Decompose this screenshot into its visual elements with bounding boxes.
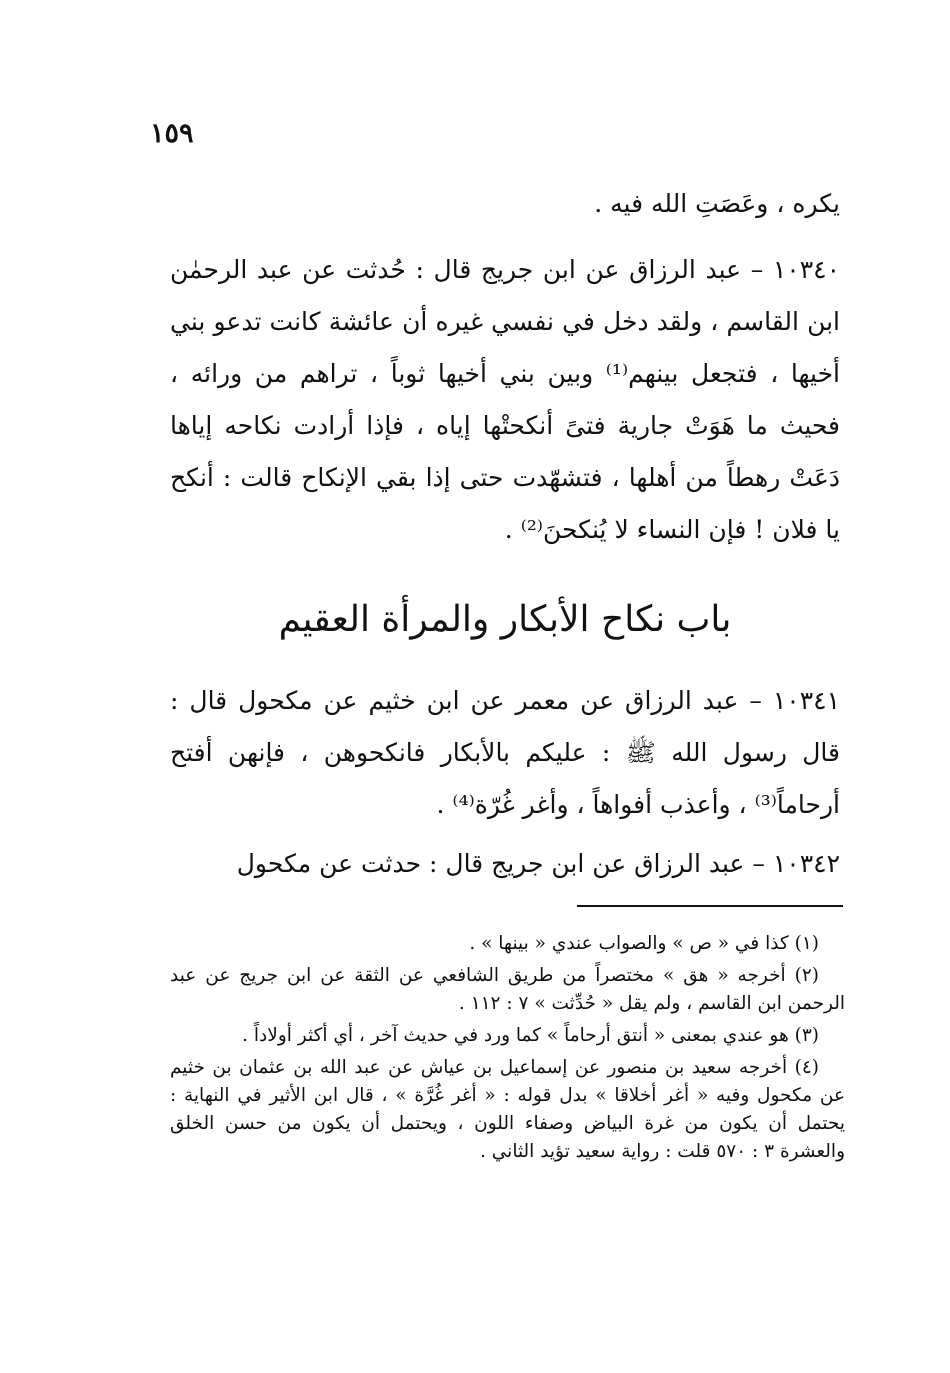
footnotes (170, 930, 845, 1170)
continuation-text: يكره ، وعَصَتِ الله فيه . (594, 189, 840, 218)
hadith-10342: ١٠٣٤٢ – عبد الرزاق عن ابن جريج قال : حدثت عن مكحول (236, 849, 840, 878)
footnote-divider (577, 905, 843, 907)
page-number: ١٥٩ (150, 118, 194, 149)
chapter-heading: باب نكاح الأبكار والمرأة العقيم (278, 599, 732, 640)
hadith-10341: ١٠٣٤١ – عبد الرزاق عن معمر عن ابن خثيم عن مكحول قال : قال رسول الله ﷺ : عليكم بالأبكار فانكحوهن ، فإنهن أفتح أرحاماً⁽³⁾ ، وأعذب أفواهاً ، وأغر غُرّة⁽⁴⁾ . (170, 686, 840, 819)
footnote-4: (٤) أخرجه سعيد بن منصور عن إسماعيل بن عياش عن عبد الله بن عثمان بن خثيم عن مكحول وفيه « أغر أخلاقا » بدل قوله : « أغر غُرَّة » ، قال ابن الأثير في النهاية : يحتمل أن يكون من غرة البياض وصفاء اللون ، ويحتمل أن يكون من حسن الخلق والعشرة ٣ : ٥٧٠ قلت : رواية سعيد تؤيد الثاني . (170, 1057, 845, 1162)
footnote-2: (٢) أخرجه « هق » مختصراً من طريق الشافعي عن الثقة عن ابن جريج عن عبد الرحمن ابن القاسم ، ولم يقل « حُدِّثت » ٧ : ١١٢ . (170, 965, 845, 1014)
footnote-3: (٣) هو عندي بمعنى « أنتق أرحاماً » كما ورد في حديث آخر ، أي أكثر أولاداً . (242, 1025, 819, 1046)
footnote-1: (١) كذا في « ص » والصواب عندي « بينها » . (469, 933, 819, 954)
hadith-10340: ١٠٣٤٠ – عبد الرزاق عن ابن جريج قال : حُدثت عن عبد الرحمٰن ابن القاسم ، ولقد دخل في نفسي غيره أن عائشة كانت تدعو بني أخيها ، فتجعل بينهم⁽¹⁾ وبين بني أخيها ثوباً ، تراهم من ورائه ، فحيث ما هَوَتْ جارية فتىً أنكحتْها إياه ، فإذا أرادت نكاحه إياها دَعَتْ رهطاً من أهلها ، فتشهّدت حتى إذا بقي الإنكاح قالت : أنكح يا فلان ! فإن النساء لا يُنكحنَ⁽²⁾ . (170, 255, 841, 544)
